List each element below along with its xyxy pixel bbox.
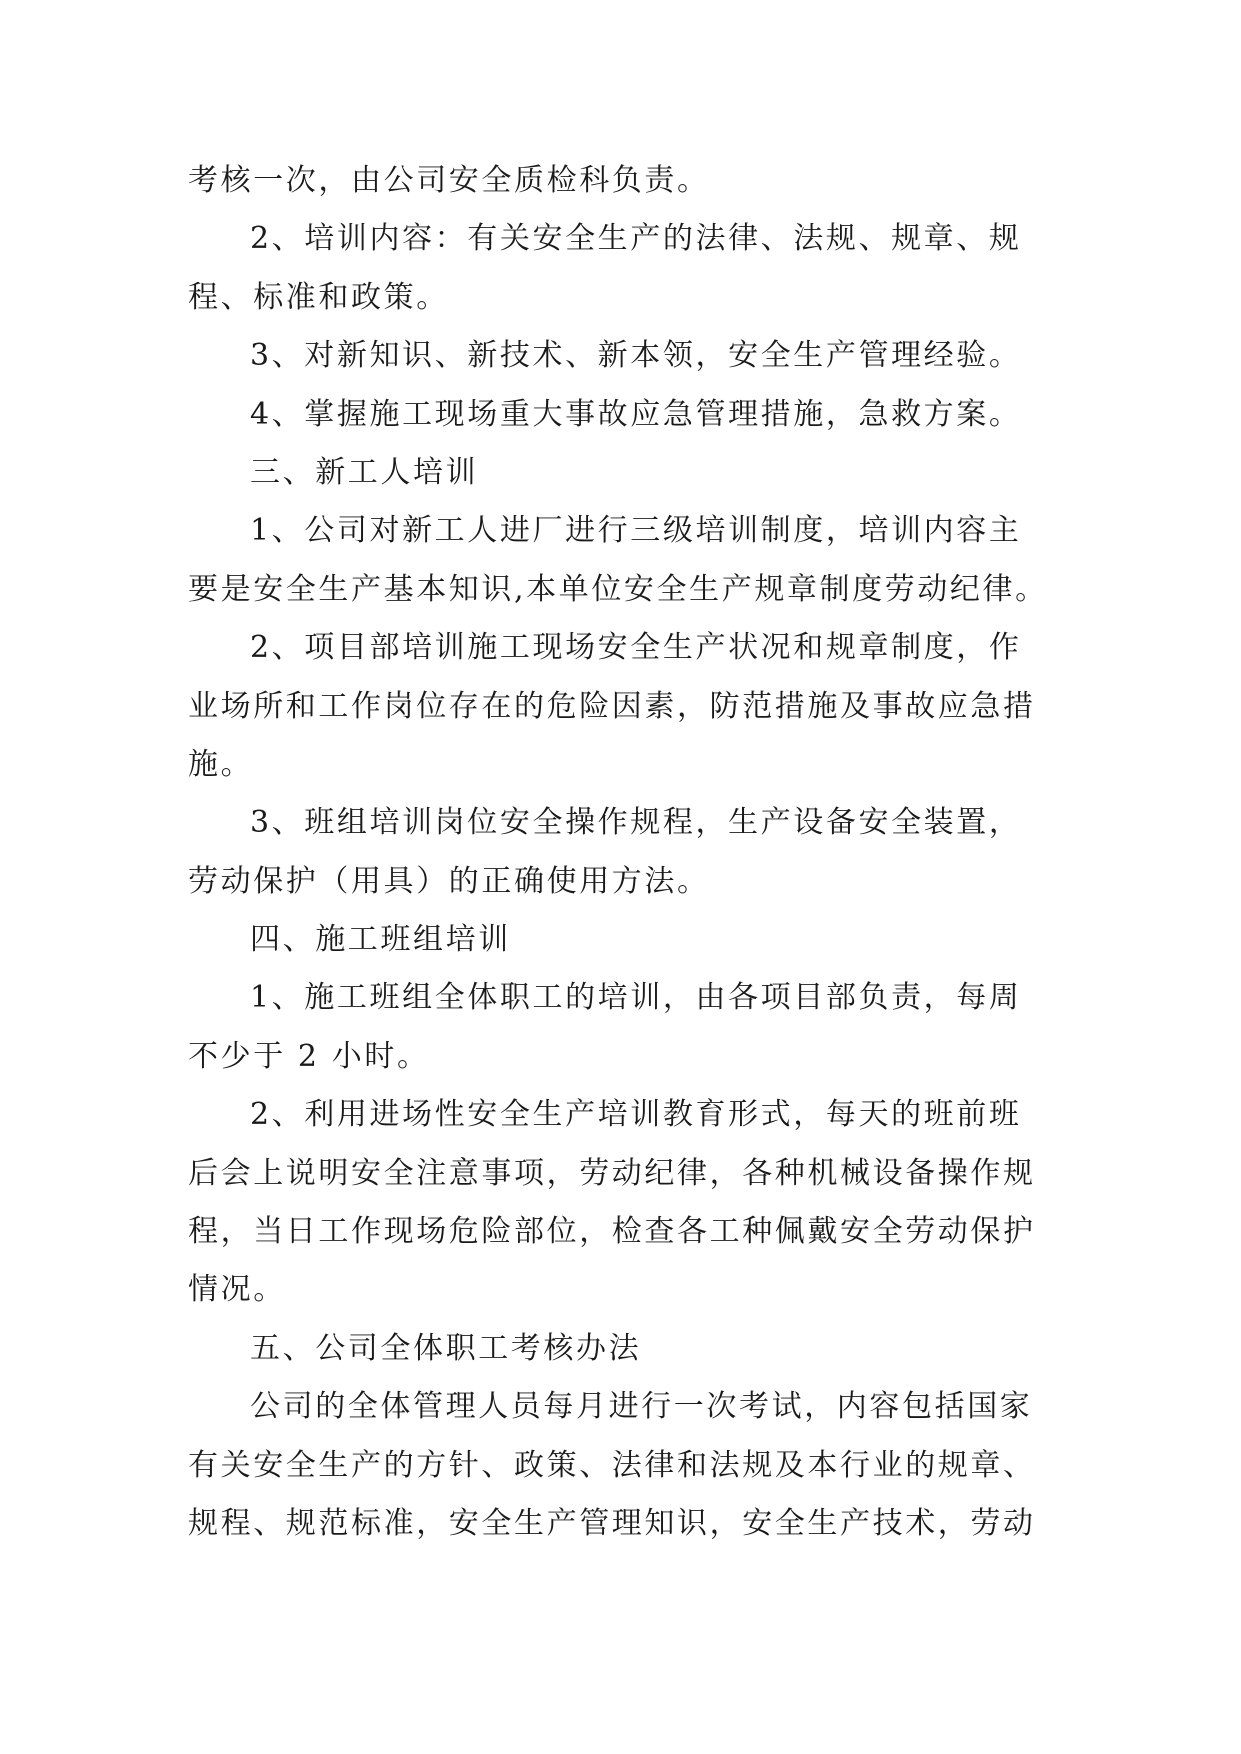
text-line: 程、标准和政策。 [188,279,449,315]
text-line: 业场所和工作岗位存在的危险因素，防范措施及事故应急措 [188,688,1036,724]
text-line: 2、项目部培训施工现场安全生产状况和规章制度，作 [250,630,1022,666]
text-line: 3、班组培训岗位安全操作规程，生产设备安全装置， [250,805,1022,841]
text-line: 施。 [188,746,254,782]
text-line: 后会上说明安全注意事项，劳动纪律，各种机械设备操作规 [188,1155,1036,1191]
text-line: 2、培训内容：有关安全生产的法律、法规、规章、规 [250,221,1022,257]
text-line: 程，当日工作现场危险部位，检查各工种佩戴安全劳动保护 [188,1214,1036,1250]
section-heading: 五、公司全体职工考核办法 [250,1330,642,1366]
text-line: 4、掌握施工现场重大事故应急管理措施，急救方案。 [250,396,1022,432]
text-line: 2、利用进场性安全生产培训教育形式，每天的班前班 [250,1097,1022,1133]
section-heading: 三、新工人培训 [250,454,479,490]
text-line: 劳动保护（用具）的正确使用方法。 [188,863,710,899]
text-line: 1、施工班组全体职工的培训，由各项目部负责，每周 [250,980,1022,1016]
text-line: 不少于 2 小时。 [188,1038,430,1074]
text-line: 3、对新知识、新技术、新本领，安全生产管理经验。 [250,338,1022,374]
document-page [188,152,1048,1553]
text-line: 考核一次，由公司安全质检科负责。 [188,163,710,198]
text-line: 规程、规范标准，安全生产管理知识，安全生产技术，劳动 [188,1505,1036,1541]
text-line: 有关安全生产的方针、政策、法律和法规及本行业的规章、 [188,1447,1036,1483]
text-line: 情况。 [188,1272,286,1308]
text-line: 要是安全生产基本知识,本单位安全生产规章制度劳动纪律。 [188,571,1048,607]
text-line: 公司的全体管理人员每月进行一次考试，内容包括国家 [250,1389,1033,1425]
section-heading: 四、施工班组培训 [250,922,511,958]
text-line: 1、公司对新工人进厂进行三级培训制度，培训内容主 [250,513,1022,549]
